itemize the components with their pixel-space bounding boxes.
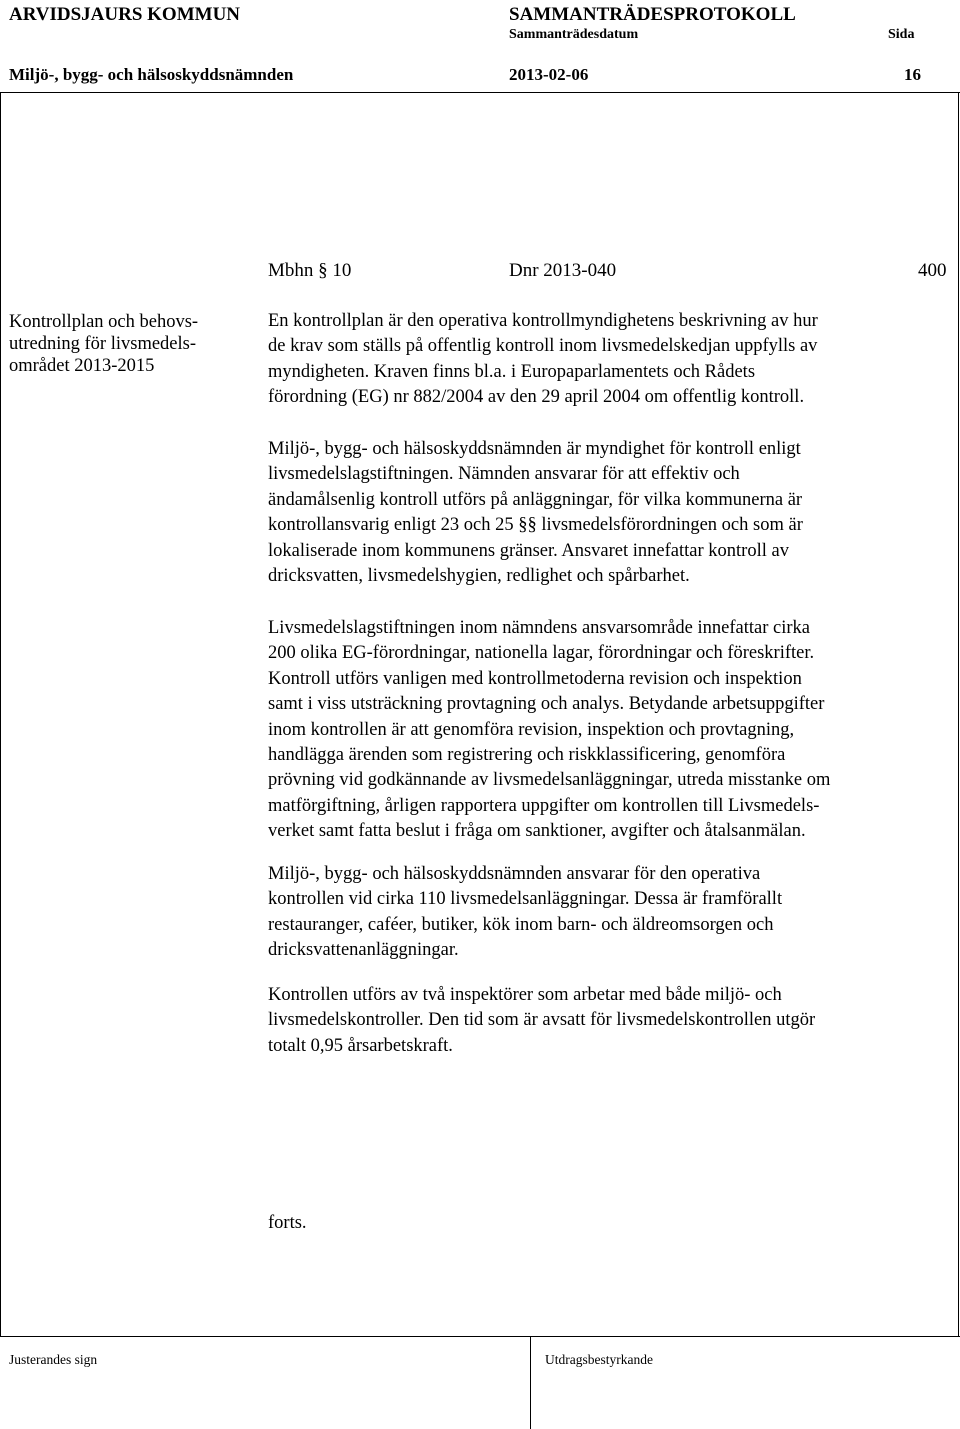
text-line: kontrollen vid cirka 110 livsmedelsanläggningar. Dessa är framförallt <box>268 889 783 910</box>
municipality-name: ARVIDSJAURS KOMMUN <box>9 4 241 25</box>
text-line: prövning vid godkännande av livsmedelsanläggningar, utreda misstanke om <box>268 770 831 791</box>
text-line: handlägga ärenden som registrering och riskklassificering, genomföra <box>268 745 786 766</box>
text-line: 200 olika EG-förordningar, nationella lagar, förordningar och föreskrifter. <box>268 643 815 664</box>
text-line: förordning (EG) nr 882/2004 av den 29 april 2004 om offentlig kontroll. <box>268 387 805 408</box>
text-line: Miljö-, bygg- och hälsoskyddsnämnden ansvarar för den operativa <box>268 864 761 884</box>
paragraph-1 <box>268 309 948 411</box>
meeting-date: 2013-02-06 <box>509 65 589 84</box>
text-line: livsmedelskontroller. Den tid som är avsatt för livsmedelskontrollen utgör <box>268 1010 816 1031</box>
diary-number: Dnr 2013-040 <box>509 260 617 281</box>
case-title-line: utredning för livsmedels- <box>9 334 197 354</box>
page-label: Sida <box>888 27 915 42</box>
text-line: verket samt fatta beslut i fråga om sanktioner, avgifter och åtalsanmälan. <box>268 821 806 842</box>
continued-note: forts. <box>268 1213 307 1233</box>
text-line: inom kontrollen är att genomföra revision, inspektion och provtagning, <box>268 719 795 740</box>
text-line: dricksvattenanläggningar. <box>268 940 459 961</box>
paragraph-4 <box>268 862 948 964</box>
footer-divider <box>0 1336 960 1337</box>
archive-code: 400 <box>918 260 947 281</box>
committee-name: Miljö-, bygg- och hälsoskyddsnämnden <box>9 65 294 84</box>
case-title-line: området 2013-2015 <box>9 356 155 376</box>
extract-certification-label: Utdragsbestyrkande <box>545 1352 653 1367</box>
text-line: restauranger, caféer, butiker, kök inom barn- och äldreomsorgen och <box>268 914 774 935</box>
adjuster-signature-label: Justerandes sign <box>9 1352 98 1367</box>
text-line: En kontrollplan är den operativa kontrollmyndighetens beskrivning av hur <box>268 311 818 331</box>
paragraph-2 <box>268 437 948 589</box>
text-line: Miljö-, bygg- och hälsoskyddsnämnden är myndighet för kontroll enligt <box>268 439 801 459</box>
text-line: Kontrollen utförs av två inspektörer som arbetar med både miljö- och <box>268 985 782 1005</box>
frame-right-border <box>958 92 959 1337</box>
date-label: Sammanträdesdatum <box>509 27 639 42</box>
text-line: Livsmedelslagstiftningen inom nämndens ansvarsområde innefattar cirka <box>268 618 810 638</box>
text-line: lokaliserade inom kommunens gränser. Ansvaret innefattar kontroll av <box>268 540 789 561</box>
text-line: matförgiftning, årligen rapportera uppgifter om kontrollen till Livsmedels- <box>268 795 820 816</box>
frame-left-border <box>0 92 1 1337</box>
document-type: SAMMANTRÄDESPROTOKOLL <box>509 4 796 25</box>
page-number: 16 <box>904 65 921 84</box>
text-line: Kontroll utförs vanligen med kontrollmetoderna revision och inspektion <box>268 668 802 689</box>
text-line: myndigheten. Kraven finns bl.a. i Europaparlamentets och Rådets <box>268 361 756 382</box>
paragraph-3 <box>268 616 948 845</box>
text-line: de krav som ställs på offentlig kontroll inom livsmedelskedjan uppfylls av <box>268 336 818 357</box>
footer-column-divider <box>530 1336 531 1429</box>
text-line: samt i viss utsträckning provtagning och analys. Betydande arbetsuppgifter <box>268 694 825 715</box>
case-title-line: Kontrollplan och behovs- <box>9 312 199 332</box>
paragraph-5 <box>268 983 948 1059</box>
case-number: Mbhn § 10 <box>268 260 352 281</box>
header-divider <box>0 92 960 93</box>
text-line: dricksvatten, livsmedelshygien, redlighet och spårbarhet. <box>268 566 690 587</box>
text-line: kontrollansvarig enligt 23 och 25 §§ livsmedelsförordningen och som är <box>268 515 803 536</box>
text-line: livsmedelslagstiftningen. Nämnden ansvarar för att effektiv och <box>268 464 740 485</box>
case-title <box>9 311 254 377</box>
text-line: totalt 0,95 årsarbetskraft. <box>268 1035 453 1056</box>
text-line: ändamålsenlig kontroll utförs på anläggningar, för vilka kommunerna är <box>268 489 803 510</box>
